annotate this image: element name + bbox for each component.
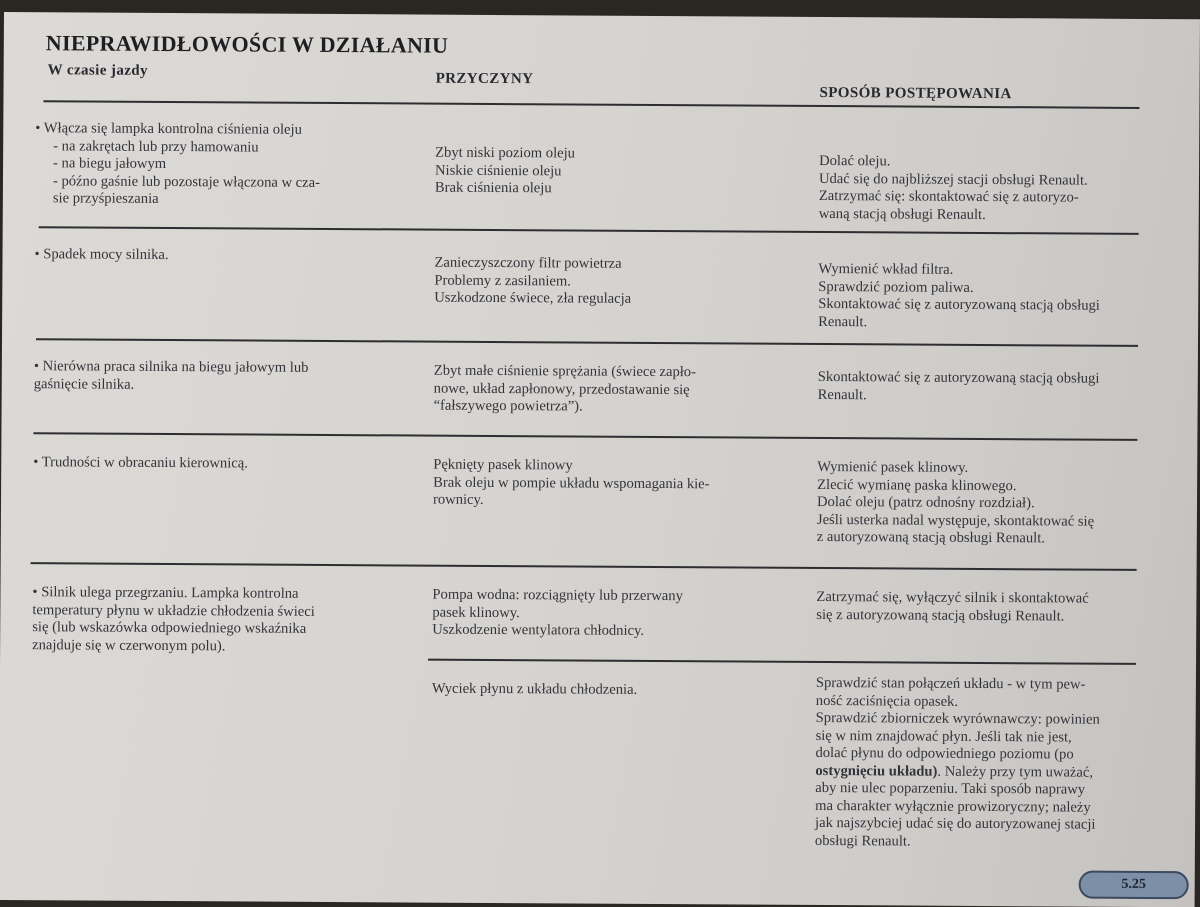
action-line: się z autoryzowaną stacją obsługi Renault. [816, 606, 1065, 624]
action-line: Wymienić pasek klinowy. [817, 458, 969, 476]
action-bold-text: ostygnięciu układu) [815, 762, 938, 780]
cause-line: Brak oleju w pompie układu wspomagania kie- [433, 474, 710, 492]
symptom-line: • Nierówna praca silnika na biegu jałowym lub [33, 358, 309, 376]
action-line [815, 762, 1145, 782]
row-6-cause [432, 681, 772, 701]
action-line: Dolać oleju (patrz odnośny rozdział). [816, 493, 1035, 512]
action-line: Zatrzymać się, wyłączyć silnik i skontaktować [816, 588, 1089, 607]
action-line: aby nie ulec poparzeniu. Taki sposób naprawy [815, 779, 1086, 798]
page-number-badge: 5.25 [1079, 871, 1189, 900]
action-line: Udać się do najbliższej stacji obsługi Renault. [818, 170, 1088, 189]
action-line: ność zaciśnięcia opasek. [815, 692, 959, 710]
symptom-line: • Trudności w obracaniu kierownicą. [33, 454, 248, 472]
action-line: Zatrzymać się: skontaktować się z autoryzo- [818, 187, 1079, 206]
row-4-cause [433, 457, 773, 512]
action-line: się w nim znajdować płyn. Jeśli tak nie jest, [815, 727, 1072, 746]
action-line: z autoryzowaną stacją obsługi Renault. [816, 528, 1046, 547]
cause-line: Uszkodzone świece, zła regulacja [434, 289, 632, 307]
action-line: Sprawdzić poziom paliwa. [818, 278, 974, 296]
action-line: obsługi Renault. [814, 832, 911, 850]
cause-line: Pęknięty pasek klinowy [433, 456, 573, 474]
cause-line: Pompa wodna: rozciągnięty lub przerwany [432, 586, 683, 605]
row-2-action [818, 261, 1148, 333]
symptom-line: - na biegu jałowym [53, 155, 167, 172]
row-2-symptom [34, 246, 394, 266]
row-4-action [817, 459, 1148, 549]
symptom-line: • Włącza się lampka kontrolna ciśnienia oleju [35, 120, 302, 138]
row-4-symptom [33, 454, 393, 474]
row-3-symptom [34, 358, 394, 395]
action-line: Dolać oleju. [819, 152, 891, 170]
cause-line: nowe, układ zapłonowy, przedostawanie się [433, 380, 690, 398]
sub-row-divider [428, 659, 1136, 665]
action-line: Jeśli usterka nadal występuje, skontaktować się [816, 511, 1095, 530]
cause-line: Zbyt niski poziom oleju [435, 144, 576, 162]
action-line: Skontaktować się z autoryzowaną stacją obsługi [817, 368, 1100, 387]
row-divider [39, 226, 1139, 235]
row-1-action [819, 153, 1149, 225]
symptom-line: gaśnięcie silnika. [33, 375, 135, 393]
row-1-symptom [35, 120, 396, 210]
action-line: waną stacją obsługi Renault. [818, 205, 986, 223]
action-line: Sprawdzić zbiorniczek wyrównawczy: powinien [815, 709, 1100, 728]
page-title: NIEPRAWIDŁOWOŚCI W DZIAŁANIU [45, 30, 449, 58]
symptom-line: - na zakrętach lub przy hamowaniu [53, 137, 259, 156]
symptom-line: • Spadek mocy silnika. [34, 246, 169, 264]
cause-line: Niskie ciśnienie oleju [434, 162, 562, 179]
action-line: Skontaktować się z autoryzowaną stacją obsługi [818, 295, 1100, 314]
action-line: Zlecić wymianę paska klinowego. [817, 476, 1017, 494]
symptom-line: temperatury płynu w układzie chłodzenia świeci [32, 601, 315, 620]
symptom-line: znajduje się w czerwonym polu). [32, 636, 226, 654]
row-6-action [815, 675, 1146, 852]
row-divider [33, 432, 1137, 441]
cause-line: Problemy z zasilaniem. [434, 272, 571, 289]
symptom-line: sie przyśpieszania [52, 190, 159, 207]
cause-line: “fałszywego powietrza”). [433, 397, 583, 415]
row-2-cause [434, 255, 774, 310]
action-line: Sprawdzić stan połączeń układu - w tym pew- [815, 674, 1086, 693]
cause-line: Brak ciśnienia oleju [434, 179, 552, 197]
column-header-symptom: W czasie jazdy [47, 62, 149, 79]
symptom-line: - późno gaśnie lub pozostaje włączona w cza- [52, 172, 321, 191]
cause-line: Zbyt małe ciśnienie sprężania (świece zapło- [433, 362, 697, 381]
row-3-cause [434, 363, 774, 418]
action-line: Wymienić wkład filtra. [818, 260, 954, 278]
action-line: ma charakter wyłącznie prowizoryczny; należy [815, 797, 1091, 816]
cause-line: Zanieczyszczony filtr powietrza [434, 254, 622, 272]
cause-line: Uszkodzenie wentylatora chłodnicy. [432, 621, 645, 639]
row-5-cause [432, 587, 772, 642]
cause-line: rownicy. [432, 491, 484, 508]
manual-page [0, 12, 1200, 907]
action-line: Renault. [817, 386, 867, 403]
column-header-action: SPOSÓB POSTĘPOWANIA [819, 84, 1012, 103]
row-1-cause [435, 145, 775, 200]
column-header-cause: PRZYCZYNY [435, 70, 534, 88]
action-line: dolać płynu do odpowiedniego poziomu (po [815, 744, 1074, 763]
row-3-action [818, 369, 1148, 406]
action-line: Renault. [818, 313, 868, 330]
action-text: . Należy przy tym uważać, [937, 763, 1094, 781]
row-divider [36, 338, 1138, 347]
cause-line: pasek klinowy. [432, 604, 520, 621]
cause-line: Wyciek płynu z układu chłodzenia. [431, 680, 638, 698]
symptom-line: się (lub wskazówka odpowiedniego wskaźnika [32, 619, 307, 637]
row-divider [31, 562, 1137, 571]
row-5-action [816, 589, 1146, 626]
row-5-symptom [32, 584, 392, 656]
action-line: jak najszybciej udać się do autoryzowanej stacji [815, 814, 1096, 833]
symptom-line: • Silnik ulega przegrzaniu. Lampka kontrolna [32, 584, 299, 602]
